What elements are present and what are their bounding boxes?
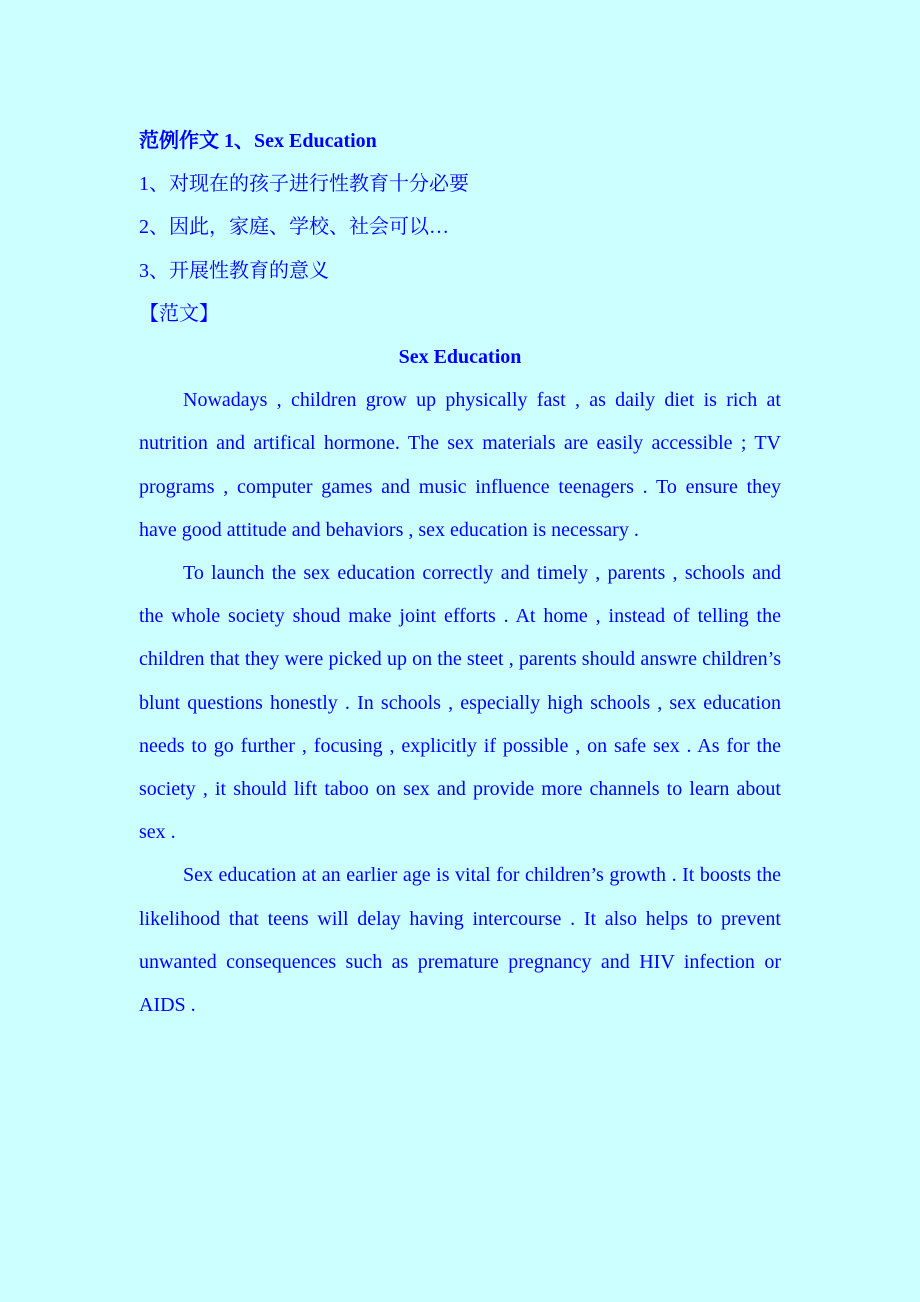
essay-paragraph-2: To launch the sex education correctly and timely , parents , schools and the whole society shoud make joint efforts . At home , instead of telling the children that they were picked up on the steet , parents should answre children’s blunt questions honestly . In schools , especially high schools , sex education needs to go further , focusing , explicitly if possible , on safe sex . As for the society , it should lift taboo on sex and provide more channels to learn about sex . <box>139 561 781 844</box>
document-heading: 范例作文 1、Sex Education <box>139 130 377 152</box>
essay-paragraph-1: Nowadays , children grow up physically fast , as daily diet is rich at nutrition and artifical hormone. The sex materials are easily accessible ; TV programs , computer games and music influence teenagers . To ensure they have good attitude and behaviors , sex education is necessary . <box>139 389 781 541</box>
outline-item-3: 3、开展性教育的意义 <box>139 259 329 282</box>
essay-paragraph-3: Sex education at an earlier age is vital for children’s growth . It boosts the likelihood that teens will delay having intercourse . It also helps to prevent unwanted consequences such as premature pregnancy and HIV infection or AIDS . <box>139 864 781 1016</box>
document-page <box>139 120 781 1027</box>
essay-title: Sex Education <box>398 345 522 368</box>
outline-item-2: 2、因此，家庭、学校、社会可以… <box>139 216 449 239</box>
outline-item-1: 1、对现在的孩子进行性教育十分必要 <box>139 173 469 196</box>
sample-essay-label: 【范文】 <box>139 302 219 325</box>
